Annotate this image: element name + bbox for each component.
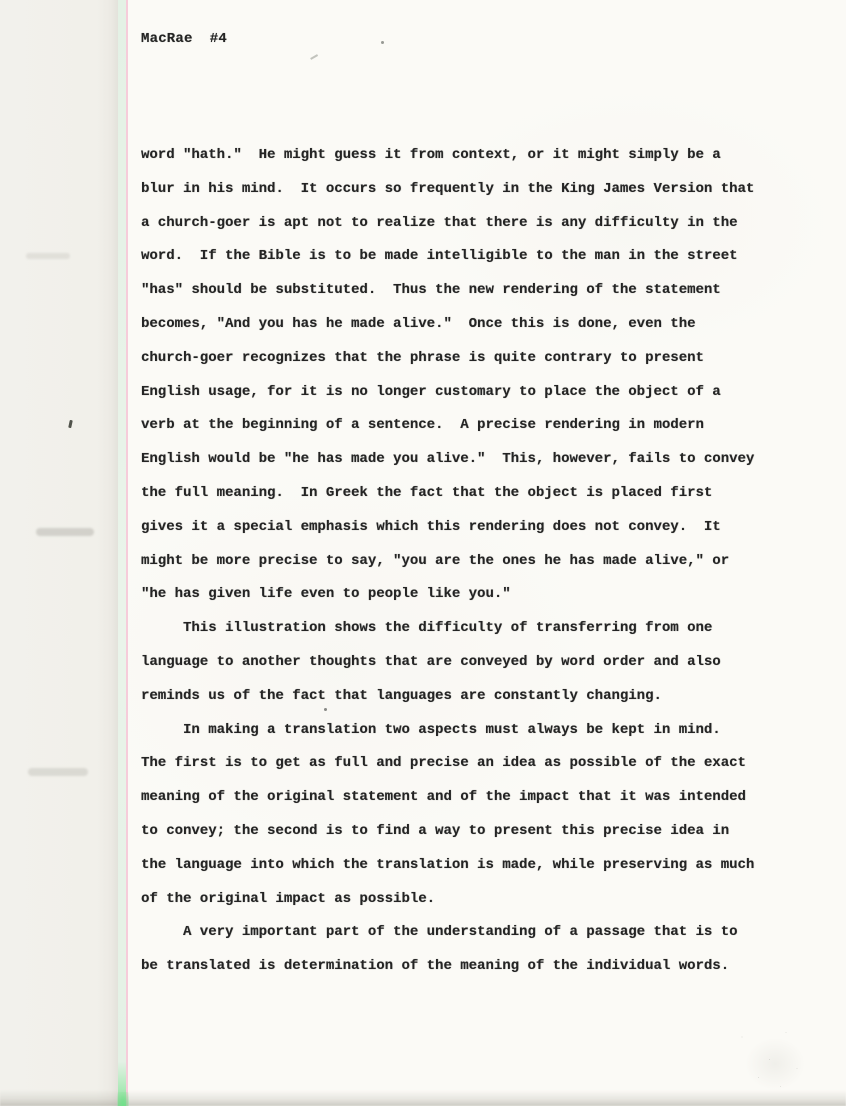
page-edge-line-pink <box>126 0 128 1106</box>
text-line: language to another thoughts that are conveyed by word order and also <box>141 653 721 670</box>
text-line: The first is to get as full and precise an idea as possible of the exact <box>141 755 746 772</box>
text-line: the language into which the translation is made, while preserving as much <box>141 856 755 873</box>
scan-left-margin <box>0 0 118 1106</box>
text-line: gives it a special emphasis which this rendering does not convey. It <box>141 518 721 535</box>
scan-artifact-speckles <box>720 1010 830 1100</box>
page-edge-band-green <box>118 0 126 1106</box>
text-line: the full meaning. In Greek the fact that the object is placed first <box>141 484 713 501</box>
text-line: of the original impact as possible. <box>141 890 436 907</box>
text-line: might be more precise to say, "you are the ones he has made alive," or <box>141 552 730 569</box>
text-line: English usage, for it is no longer customary to place the object of a <box>141 383 721 400</box>
text-line: English would be "he has made you alive." This, however, fails to convey <box>141 451 755 468</box>
text-line: In making a translation two aspects must always be kept in mind. <box>141 721 721 738</box>
text-line: "has" should be substituted. Thus the new rendering of the statement <box>141 282 721 299</box>
text-line: blur in his mind. It occurs so frequently in the King James Version that <box>141 180 755 197</box>
document-body-text <box>141 139 801 984</box>
text-line: to convey; the second is to find a way to present this precise idea in <box>141 822 730 839</box>
text-line: word "hath." He might guess it from context, or it might simply be a <box>141 147 721 163</box>
text-line: word. If the Bible is to be made intelligible to the man in the street <box>141 248 738 265</box>
text-line: reminds us of the fact that languages are constantly changing. <box>141 687 662 704</box>
page-header: MacRae #4 <box>141 31 228 47</box>
text-line: meaning of the original statement and of the impact that it was intended <box>141 789 746 806</box>
text-line: a church-goer is apt not to realize that there is any difficulty in the <box>141 214 738 231</box>
text-line: be translated is determination of the meaning of the individual words. <box>141 958 730 975</box>
scan-artifact-slash <box>310 54 318 59</box>
text-line: verb at the beginning of a sentence. A precise rendering in modern <box>141 417 704 434</box>
text-line: church-goer recognizes that the phrase is quite contrary to present <box>141 349 704 366</box>
text-line: This illustration shows the difficulty of transferring from one <box>141 620 713 637</box>
text-line: A very important part of the understanding of a passage that is to <box>141 924 738 941</box>
text-line: becomes, "And you has he made alive." Once this is done, even the <box>141 315 696 332</box>
text-line: "he has given life even to people like you." <box>141 586 511 603</box>
scan-artifact-dot <box>381 41 384 44</box>
